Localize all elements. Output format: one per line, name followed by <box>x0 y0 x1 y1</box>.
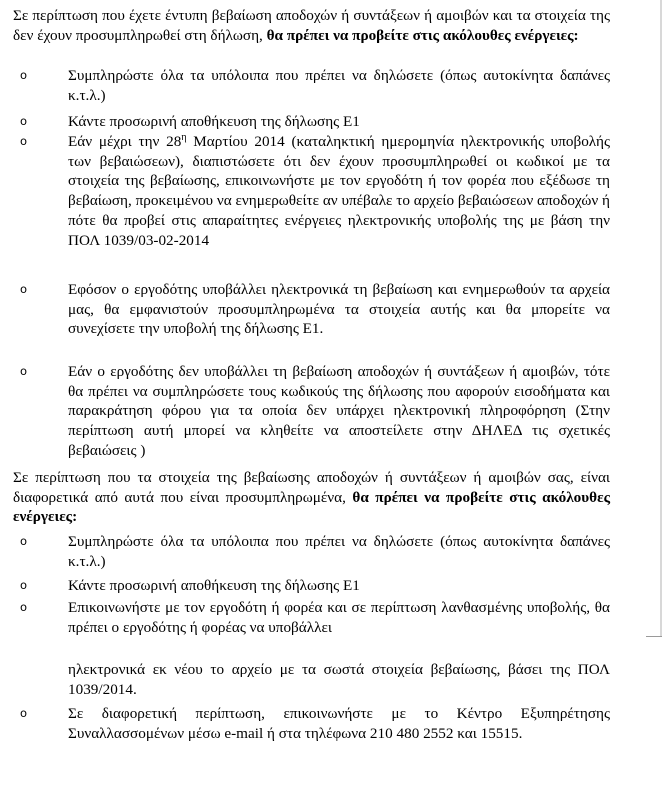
bullet-icon: o <box>20 578 28 592</box>
list-item-text: Κάντε προσωρινή αποθήκευση της δήλωσης Ε1 <box>68 577 360 594</box>
list-item-text: Εφόσον ο εργοδότης υποβάλλει ηλεκτρονικά τη βεβαίωση και ενημερωθούν τα αρχεία μας, θα εμφανιστούν προσυμπληρωμένα τα στοιχεία αυτής και θα μπορείτε να συνεχίσετε την υποβολή της δήλωσης Ε1. <box>68 281 610 338</box>
list-item-text: Επικοινωνήστε με τον εργοδότη ή φορέα και σε περίπτωση λανθασμένης υποβολής, θα πρέπει ο εργοδότης ή φορέας να υποβάλλει <box>68 599 610 636</box>
list-item <box>20 598 610 637</box>
list-item <box>20 576 610 596</box>
bullet-icon: o <box>20 600 28 614</box>
list-item <box>20 280 610 339</box>
list-item-text: Κάντε προσωρινή αποθήκευση της δήλωσης Ε1 <box>68 113 360 130</box>
list-item-text: Εάν ο εργοδότης δεν υποβάλλει τη βεβαίωση αποδοχών ή συντάξεων ή αμοιβών, τότε θα πρέπει να συμπληρώσετε τους κωδικούς της δήλωσης που αφορούν εισοδήματα και παρακράτηση φόρου για τα οποία δεν υπάρχει ηλεκτρονική πληροφόρηση (Στην περίπτωση αυτή μπορεί να κληθείτε να αποστείλετε στην ΔΗΛΕΔ τις σχετικές βεβαιώσεις ) <box>68 363 610 459</box>
date-prefix: Εάν μέχρι την 28 <box>68 133 182 150</box>
bullet-icon: o <box>20 134 28 148</box>
list-item-text: Συμπληρώστε όλα τα υπόλοιπα που πρέπει να δηλώσετε (όπως αυτοκίνητα δαπάνες κ.τ.λ.) <box>68 67 610 104</box>
page-break-line <box>646 636 662 637</box>
bullet-icon: o <box>20 706 28 720</box>
section1-intro-bold: θα πρέπει να προβείτε στις ακόλουθες ενέργειες: <box>266 26 579 44</box>
bullet-icon: o <box>20 534 28 548</box>
list-item <box>20 704 610 743</box>
section1-intro <box>13 6 610 45</box>
bullet-icon: o <box>20 282 28 296</box>
bullet-icon: o <box>20 114 28 128</box>
list-item-continuation: ηλεκτρονικά εκ νέου το αρχείο με τα σωστά στοιχεία βεβαίωσης, βάσει της ΠΟΛ 1039/2014. <box>68 661 610 698</box>
section2-intro <box>13 468 610 527</box>
list-item <box>20 532 610 571</box>
list-item-text: Συμπληρώστε όλα τα υπόλοιπα που πρέπει να δηλώσετε (όπως αυτοκίνητα δαπάνες κ.τ.λ.) <box>68 533 610 570</box>
bullet-icon: o <box>20 68 28 82</box>
section2-intro-bold: θα πρέπει να προβείτε στις ακόλουθες ενέργειες: <box>13 488 610 526</box>
bullet-icon: o <box>20 364 28 378</box>
list-item-text: Σε διαφορετική περίπτωση, επικοινωνήστε με το Κέντρο Εξυπηρέτησης Συναλλασσομένων μέσω e-mail ή στα τηλέφωνα 210 480 2552 και 15515. <box>68 705 610 742</box>
section1-intro-text: Σε περίπτωση που έχετε έντυπη βεβαίωση αποδοχών ή συντάξεων ή αμοιβών και τα στοιχεία της δεν έχουν προσυμπληρωθεί στη δήλωση, <box>13 7 610 44</box>
list-item <box>20 112 610 132</box>
date-suffix: Μαρτίου 2014 (καταληκτική ημερομηνία ηλεκτρονικής υποβολής των βεβαιώσεων), διαπιστώσετε ότι δεν έχουν προσυμπληρωθεί οι κωδικοί με τα στοιχεία της βεβαίωσης, επικοινωνήστε με τον εργοδότη ή τον φορέα που εξέδωσε τη βεβαίωση, προκειμένου να ενημερωθείτε αν υπέβαλε το αρχείο βεβαιώσεων αποδοχών ή πότε θα προβεί στις απαραίτητες ενέργειες ηλεκτρονικής υποβολής της με βάση την ΠΟΛ 1039/03-02-2014 <box>68 133 610 249</box>
section2-intro-text: Σε περίπτωση που τα στοιχεία της βεβαίωσης αποδοχών ή συντάξεων ή αμοιβών σας, είναι διαφορετικά από αυτά που είναι προσυμπληρωμένα, <box>13 469 610 506</box>
list-item <box>20 66 610 105</box>
date-superscript: η <box>181 132 187 143</box>
list-item <box>20 362 610 461</box>
list-item <box>20 132 610 250</box>
list-item-text <box>68 132 610 250</box>
